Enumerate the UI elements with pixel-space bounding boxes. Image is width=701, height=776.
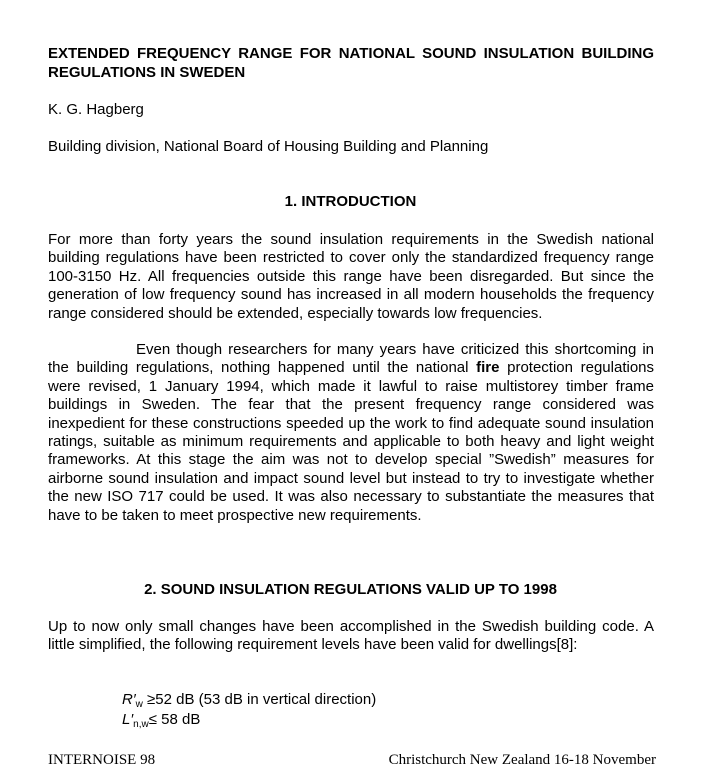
author-affiliation: Building division, National Board of Housing Building and Planning [48,138,489,155]
formula-expression-r: ≥52 dB (53 dB in vertical direction) [142,691,377,708]
intro-paragraph-2 [48,341,654,525]
footer-conference: INTERNOISE 98 [48,752,156,768]
intro-paragraph-1: For more than forty years the sound insulation requirements in the Swedish national building regulations have been restricted to cover only the standardized frequency range 100-3150 Hz. All frequencies outside this range have been disregarded. But since the generation of low frequency sound has increased in all modern households the frequency range considered should be extended, especially towards low frequencies. [48,231,654,322]
formula-symbol-r: R′ [122,691,136,708]
paper-title: EXTENDED FREQUENCY RANGE FOR NATIONAL SOUND INSULATION BUILDING REGULATIONS IN SWEDEN [48,45,654,81]
section-heading-introduction: 1. INTRODUCTION [284,193,417,210]
formula-subscript-nw: n,w [133,719,149,730]
intro-paragraph-2-rest: protection regulations were revised, 1 January 1994, which made it lawful to raise multistorey timber frame buildings in Sweden. The fear that the present frequency range considered was inexpedient for these constructions speeded up the work to find adequate sound insulation ratings, suitable as minimum requirements and applicable to both heavy and light weight frameworks. At this stage the aim was not to develop special ”Swedish” measures for airborne sound insulation and impact sound level but instead to try to investigate whether the new ISO 717 could be used. It was also necessary to substantiate the measures that have to be taken to meet prospective new requirements. [48,359,655,524]
author-name: K. G. Hagberg [48,101,144,118]
formula-subscript-w: w [135,699,143,710]
intro-paragraph-2-start: Even though researchers for many years have criticized this shortcoming in the building regulations, nothing happened until the national [48,341,654,377]
formula-impact-sound [122,711,200,734]
formula-symbol-l: L′ [122,711,134,728]
emphasis-fire: fire [476,359,500,377]
regulations-paragraph: Up to now only small changes have been accomplished in the Swedish building code. A little simplified, the following requirement levels have been valid for dwellings[8]: [48,618,654,654]
footer-location-date: Christchurch New Zealand 16-18 November [388,752,656,768]
formula-expression-l: ≤ 58 dB [148,711,201,728]
section-heading-regulations: 2. SOUND INSULATION REGULATIONS VALID UP TO 1998 [144,581,557,598]
